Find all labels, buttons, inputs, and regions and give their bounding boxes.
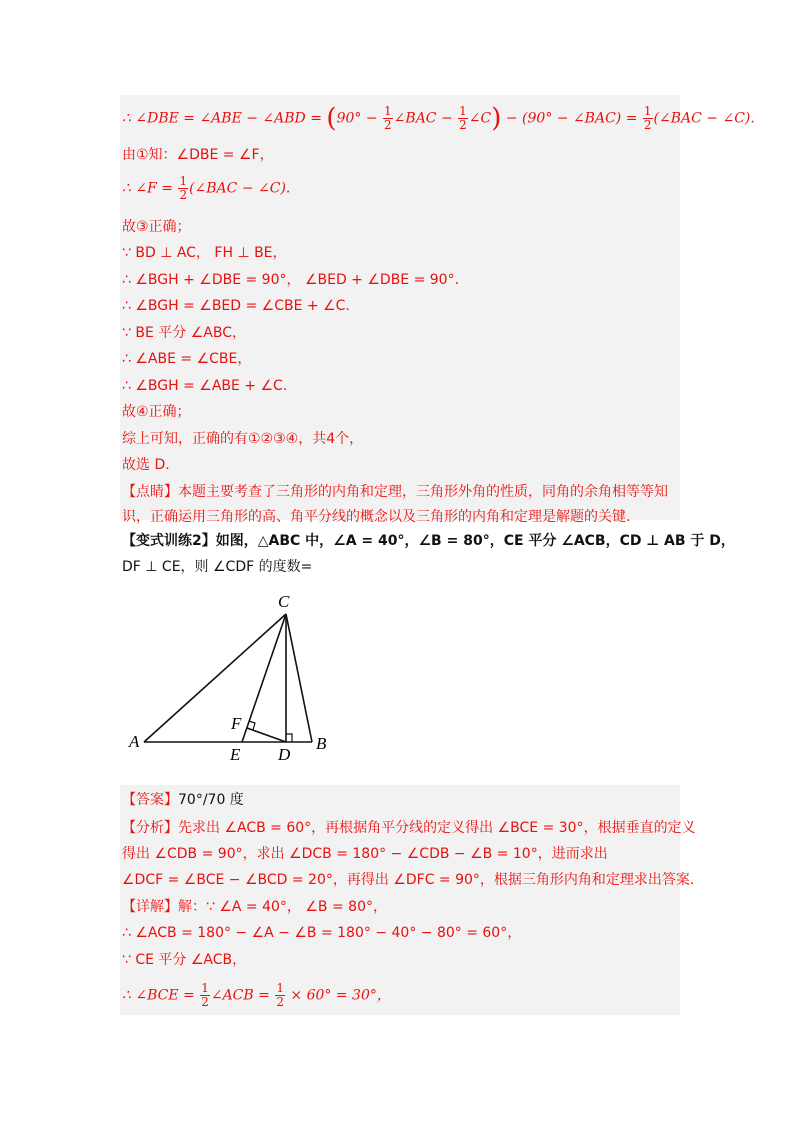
right-angle-mark-d xyxy=(286,734,292,742)
comment-line: 【点睛】本题主要考查了三角形的内角和定理，三角形外角的性质，同角的余角相等等知 xyxy=(122,484,668,500)
text-line: ∴ ∠BGH = ∠ABE + ∠C. xyxy=(122,378,288,394)
text-line: 由①知：∠DBE = ∠F， xyxy=(122,147,274,163)
label-c: C xyxy=(278,592,290,611)
detail-line: ∵ CE 平分 ∠ACB， xyxy=(122,952,247,968)
label-b: B xyxy=(316,734,327,753)
text-line: ∵ BD ⊥ AC， FH ⊥ BE， xyxy=(122,245,287,261)
text-line: 故③正确； xyxy=(122,219,191,235)
equation-f: ∴ ∠F = $\frac{1}{2}$ (∠BAC − ∠C). xyxy=(122,174,291,202)
triangle-figure xyxy=(120,585,350,770)
label-f: F xyxy=(231,714,242,733)
analysis-line: ∠DCF = ∠BCE − ∠BCD = 20°，再得出 ∠DFC = 90°，根据三角形内角和定理求出答案. xyxy=(122,872,695,888)
analysis-line: 【分析】先求出 ∠ACB = 60°，再根据角平分线的定义得出 ∠BCE = 30°，根据垂直的定义 xyxy=(122,820,696,836)
detail-line: ∴ ∠ACB = 180° − ∠A − ∠B = 180° − 40° − 80° = 60°， xyxy=(122,925,522,941)
answer-line: 【答案】70°/70 度 xyxy=(122,792,244,808)
problem-line: DF ⊥ CE，则 ∠CDF 的度数= xyxy=(122,559,313,575)
label-e: E xyxy=(230,745,241,764)
equation-bce: ∴ ∠BCE = $\frac{1}{2}$ ∠ACB = $\frac{1}{2}$ × 60° = 30°， xyxy=(122,981,391,1009)
text-line: ∴ ∠BGH + ∠DBE = 90°， ∠BED + ∠DBE = 90°. xyxy=(122,272,460,288)
detail-line: 【详解】解：∵ ∠A = 40°， ∠B = 80°， xyxy=(122,899,387,915)
equation-dbe: ∴ ∠DBE = ∠ABE − ∠ABD = (90° − $\frac{1}{2}$ ∠BAC − $\frac{1}{2}$ ∠C) − (90° − ∠BAC) = $\frac{1}{2}$ (∠BAC − ∠C). xyxy=(122,103,755,134)
segment-bc xyxy=(286,614,312,742)
text-line: 综上可知，正确的有①②③④，共4个， xyxy=(122,431,364,447)
segment-df xyxy=(247,728,286,742)
text-line: ∴ ∠BGH = ∠BED = ∠CBE + ∠C. xyxy=(122,298,350,314)
comment-line: 识，正确运用三角形的高、角平分线的概念以及三角形的内角和定理是解题的关键. xyxy=(122,509,631,525)
problem-line: 【变式训练2】如图，△ABC 中，∠A = 40°，∠B = 80°，CE 平分 ∠ACB，CD ⊥ AB 于 D， xyxy=(122,533,735,549)
text-line: 故④正确； xyxy=(122,404,191,420)
label-a: A xyxy=(129,732,140,751)
text-line: ∴ ∠ABE = ∠CBE， xyxy=(122,351,252,367)
text-line: 故选 D. xyxy=(122,457,170,473)
text-line: ∵ BE 平分 ∠ABC， xyxy=(122,325,246,341)
analysis-line: 得出 ∠CDB = 90°，求出 ∠DCB = 180° − ∠CDB − ∠B = 10°，进而求出 xyxy=(122,846,608,862)
label-d: D xyxy=(278,745,291,764)
